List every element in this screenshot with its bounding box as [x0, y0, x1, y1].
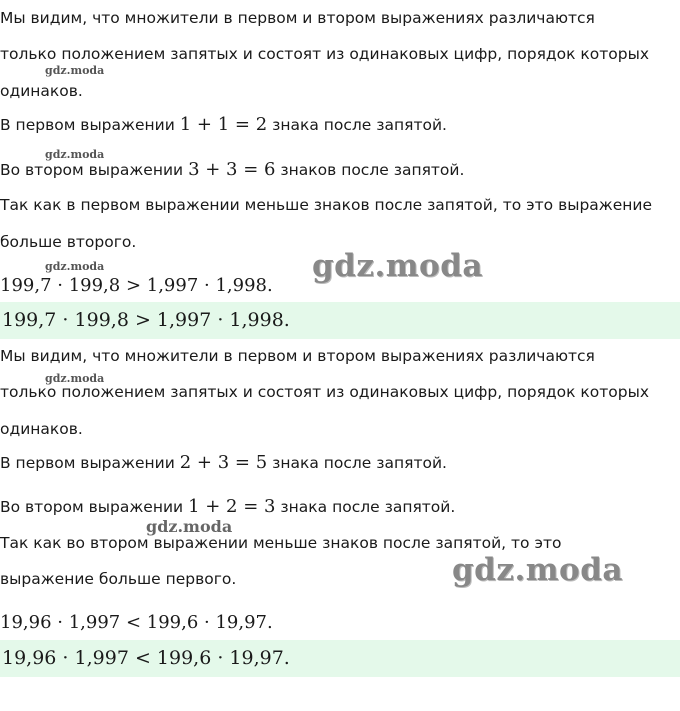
second-expression-line — [0, 160, 464, 180]
math-inline: 1 + 1 = 2 — [179, 114, 268, 135]
line-text: знаков после запятой. — [275, 161, 465, 179]
first-expression-line — [0, 453, 447, 473]
watermark-logo: gdz.moda — [146, 517, 233, 536]
second-expression-line — [0, 497, 455, 517]
watermark-logo: gdz.moda — [45, 260, 105, 273]
answer-text: 19,96 · 1,997 < 199,6 · 19,97. — [2, 647, 290, 669]
conclusion-line: выражение больше первого. — [0, 570, 237, 588]
answer-highlight — [0, 640, 680, 677]
conclusion-line: больше второго. — [0, 233, 137, 251]
watermark-logo: gdz.moda — [452, 552, 623, 588]
watermark-logo: gdz.moda — [45, 372, 105, 385]
line-text: Во втором выражении — [0, 498, 189, 516]
line-text: Во втором выражении — [0, 161, 189, 179]
line-text: знака после запятой. — [275, 498, 456, 516]
line-text: знака после запятой. — [267, 116, 447, 134]
math-inline: 2 + 3 = 5 — [179, 452, 268, 473]
conclusion-line: Так как во втором выражении меньше знаков после запятой, то это — [0, 534, 562, 552]
watermark-logo: gdz.moda — [312, 248, 483, 284]
watermark-logo: gdz.moda — [45, 64, 105, 77]
paragraph-line: только положением запятых и состоят из одинаковых цифр, порядок которых — [0, 45, 649, 63]
first-expression-line — [0, 115, 447, 135]
paragraph-line: одинаков. — [0, 82, 83, 100]
paragraph-line: только положением запятых и состоят из одинаковых цифр, порядок которых — [0, 383, 649, 401]
answer-text: 199,7 · 199,8 > 1,997 · 1,998. — [2, 309, 290, 331]
comparison-result: 19,96 · 1,997 < 199,6 · 19,97. — [0, 612, 273, 633]
paragraph-line: одинаков. — [0, 420, 83, 438]
paragraph-line: Мы видим, что множители в первом и втором выражениях различаются — [0, 9, 595, 27]
conclusion-line: Так как в первом выражении меньше знаков после запятой, то это выражение — [0, 196, 653, 214]
math-inline: 3 + 3 = 6 — [188, 159, 276, 180]
math-inline: 1 + 2 = 3 — [188, 496, 276, 517]
line-text: знака после запятой. — [267, 454, 447, 472]
comparison-result: 199,7 · 199,8 > 1,997 · 1,998. — [0, 275, 273, 296]
line-text: В первом выражении — [0, 116, 180, 134]
line-text: В первом выражении — [0, 454, 180, 472]
watermark-logo: gdz.moda — [45, 148, 105, 161]
answer-highlight — [0, 302, 680, 339]
paragraph-line: Мы видим, что множители в первом и втором выражениях различаются — [0, 347, 595, 365]
